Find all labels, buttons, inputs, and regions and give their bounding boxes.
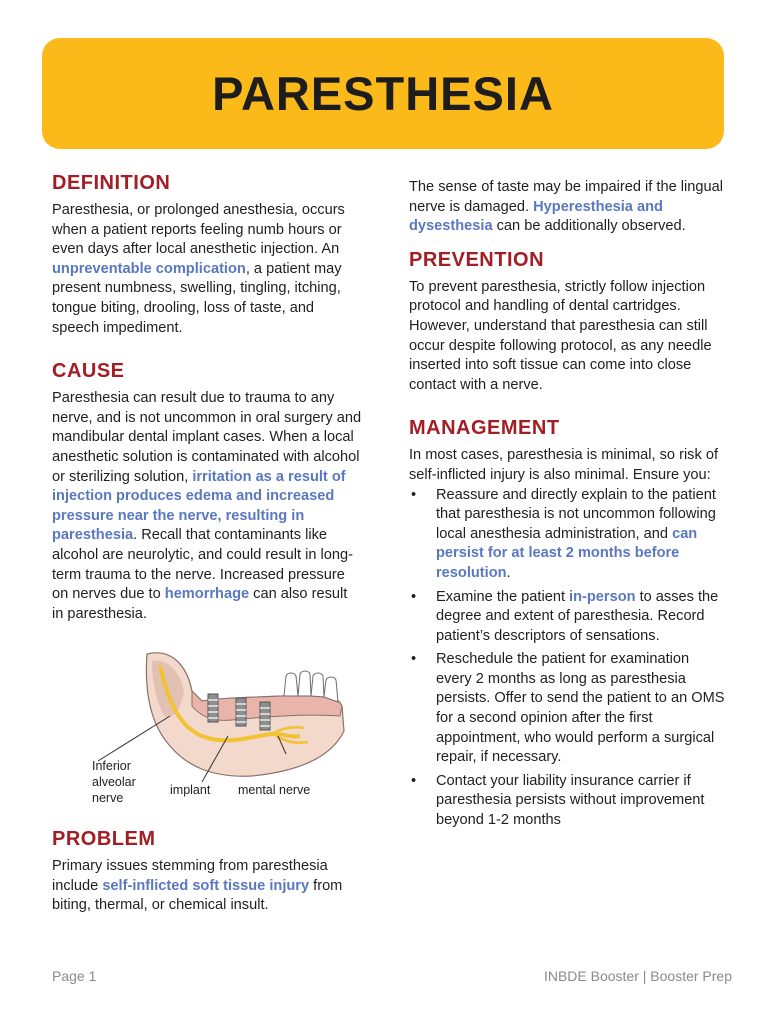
definition-text (52, 201, 362, 338)
problem-text (52, 857, 362, 916)
prevention-heading: PREVENTION (409, 248, 545, 271)
list-item (409, 486, 727, 584)
nerve-leader-line (98, 716, 170, 761)
list-item-text: Examine the patient (436, 588, 570, 605)
list-item-text: Contact your liability insurance carrier if paresthesia persists without improvement beyond 1-2 months (436, 772, 705, 829)
definition-text-part: Paresthesia, or prolonged anesthesia, occurs when a patient reports feeling numb hours or even days after local anesthetic injection. An (52, 202, 345, 258)
bullet-icon: • (411, 772, 417, 789)
footer-brand: INBDE Booster | Booster Prep (543, 968, 732, 984)
problem-text-part: Primary issues stemming from paresthesia include (52, 858, 328, 894)
left-column (52, 172, 362, 916)
management-list (409, 486, 727, 831)
bullet-icon: • (411, 486, 417, 503)
bullet-icon: • (411, 588, 417, 605)
list-item-highlight: can persist for at least 2 months before resolution (436, 525, 698, 581)
list-item-text: to asses the degree and extent of paresthesia. Record patient’s descriptors of sensations. (436, 588, 719, 644)
list-item-text: . (506, 564, 511, 581)
list-item (409, 650, 727, 768)
prevention-section (409, 249, 727, 396)
page-title: PARESTHESIA (212, 67, 554, 120)
title-banner (42, 38, 724, 149)
label-inferior-alveolar-nerve: Inferior alveolar nerve (92, 759, 136, 806)
definition-text-part: , a patient may present numbness, swelling, tingling, itching, tongue biting, drooling, loss of taste, and speech impediment. (52, 260, 342, 336)
problem-highlight: self-inflicted soft tissue injury (102, 877, 310, 894)
definition-section (52, 172, 362, 338)
taste-highlight: Hyperesthesia and dysesthesia (409, 198, 663, 235)
label-implant: implant (170, 783, 211, 798)
list-item (409, 588, 727, 647)
problem-text-part: from biting, thermal, or chemical insult. (52, 877, 343, 914)
cause-section (52, 360, 362, 624)
management-heading: MANAGEMENT (409, 417, 560, 440)
prevention-text: To prevent paresthesia, strictly follow injection protocol and handling of dental cartridges. However, understand that paresthesia can still occur despite following protocol, as any needle inserted into soft tissue can come into close contact with a nerve. (409, 278, 712, 393)
taste-section (409, 178, 727, 237)
management-section (409, 417, 727, 830)
taste-text (409, 178, 727, 237)
cause-text-part: . Recall that contaminants like alcohol are neurolytic, and could result in long-term trauma to the nerve. Increased pressure on nerves due to (52, 527, 353, 603)
cause-text-part: can also result in paresthesia. (52, 586, 348, 622)
definition-highlight: unpreventable complication (52, 260, 246, 277)
bullet-icon: • (411, 651, 417, 668)
right-column (409, 178, 727, 835)
cause-heading: CAUSE (52, 360, 125, 383)
label-mental-nerve: mental nerve (238, 783, 311, 798)
page-number: Page 1 (52, 968, 97, 984)
cause-highlight: irritation as a result of injection produces edema and increased pressure near the nerve, resulting in paresthesia (52, 468, 346, 544)
list-item-text: Reschedule the patient for examination every 2 months as long as paresthesia persists. Offer to send the patient to an OMS for a second opinion after the first appointment, who would perform a surgical repair, if necessary. (436, 651, 725, 766)
taste-text-part: can be additionally observed. (492, 218, 686, 235)
list-item (409, 772, 727, 831)
list-item-text: Reassure and directly explain to the patient that paresthesia is not uncommon following local anesthesia administration, and (436, 486, 716, 542)
cause-text (52, 389, 362, 624)
list-item-highlight: in-person (569, 588, 636, 605)
cause-highlight-hemorrhage: hemorrhage (164, 586, 250, 603)
mandible-nerve-illustration (52, 636, 362, 818)
management-intro: In most cases, paresthesia is minimal, so risk of self-inflicted injury is also minimal. Ensure you: (409, 447, 719, 483)
cause-text-part: Paresthesia can result due to trauma to any nerve, and is not uncommon in oral surgery and mandibular dental implant cases. When a local anesthetic solution is contaminated with alcohol or sterilizing solution, (52, 390, 362, 485)
taste-text-part: The sense of taste may be impaired if the lingual nerve is damaged. (409, 179, 723, 215)
definition-heading: DEFINITION (52, 172, 171, 194)
problem-section (52, 828, 362, 916)
problem-heading: PROBLEM (52, 828, 156, 851)
